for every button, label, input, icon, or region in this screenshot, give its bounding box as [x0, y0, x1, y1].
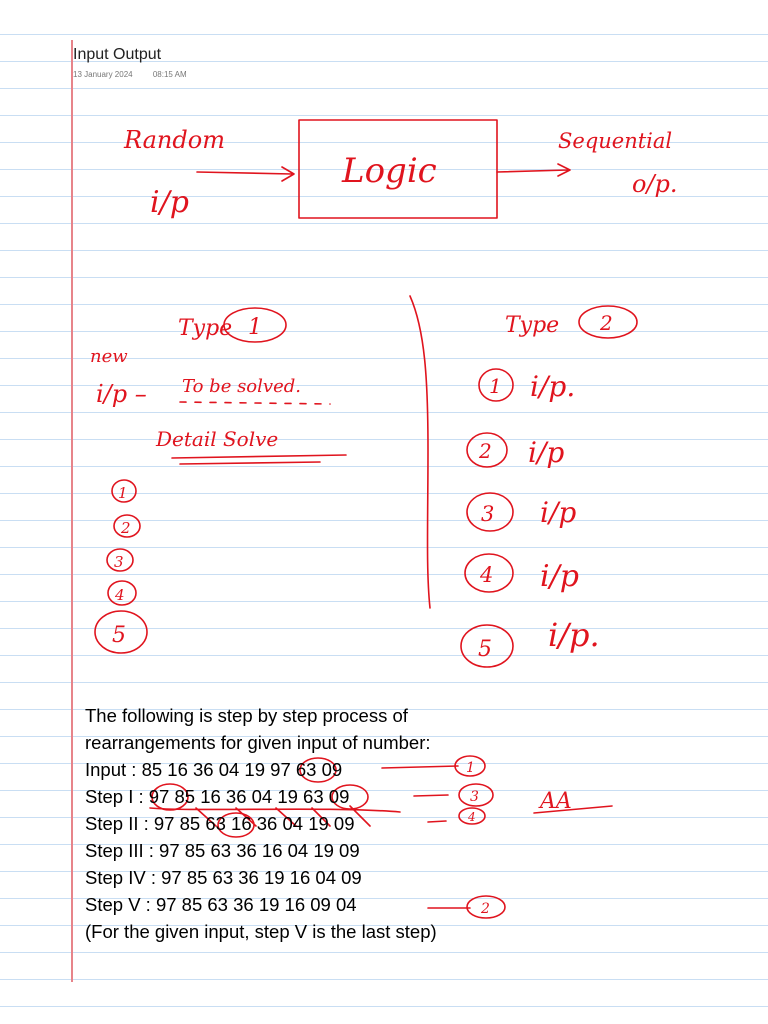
ink-n1: 1 [118, 484, 128, 502]
detail-underline [172, 455, 346, 464]
ink-r2: 2 [479, 439, 492, 463]
ink-logic: Logic [342, 151, 437, 191]
ink-mark3: 3 [470, 789, 479, 805]
page-title: Input Output [73, 46, 162, 63]
text-line-step1: Step I : 97 85 16 36 04 19 63 09 [85, 786, 350, 807]
page-time: 08:15 AM [152, 70, 187, 79]
ink-r5: 5 [478, 637, 492, 662]
text-line: The following is step by step process of [85, 705, 408, 726]
text-line-input: Input : 85 16 36 04 19 97 63 09 [85, 759, 343, 780]
ink-n5: 5 [112, 623, 126, 648]
ink-ip4: i/p [540, 559, 579, 594]
ink-mark1: 1 [466, 760, 475, 776]
ink-new: new [90, 346, 128, 367]
ink-n3: 3 [114, 553, 124, 571]
ink-ip2: i/p [528, 436, 565, 469]
ink-to-be-solved: To be solved. [182, 376, 301, 397]
text-line-note: (For the given input, step V is the last step) [85, 921, 437, 942]
ink-ip-dash: i/p – [96, 380, 147, 408]
column-divider [410, 296, 430, 608]
ink-type2: Type [505, 313, 560, 338]
ink-random: Random [124, 126, 225, 154]
ink-ip5: i/p. [548, 616, 600, 654]
ink-mark2: 2 [481, 901, 490, 917]
typed-text-block [85, 702, 437, 945]
ink-r4: 4 [480, 563, 494, 587]
ink-aa: AA [540, 789, 572, 814]
text-line: rearrangements for given input of number: [85, 732, 431, 753]
ink-detail-solve: Detail Solve [156, 427, 279, 451]
ink-sequential: Sequential [558, 129, 673, 153]
ink-op: o/p. [632, 170, 678, 198]
ink-ip3: i/p [540, 496, 577, 529]
text-line-step3: Step III : 97 85 63 36 16 04 19 09 [85, 840, 360, 861]
text-line-step2: Step II : 97 85 63 16 36 04 19 09 [85, 813, 355, 834]
ink-r3: 3 [481, 502, 495, 526]
ink-type1: Type [178, 316, 233, 341]
text-line-step5: Step V : 97 85 63 36 19 16 09 04 [85, 894, 357, 915]
arrow-output [497, 164, 570, 176]
ink-mark4: 4 [468, 810, 476, 824]
arrow-input [197, 167, 294, 181]
ink-n4: 4 [115, 586, 125, 604]
page-date: 13 January 2024 [73, 70, 133, 79]
text-line-step4: Step IV : 97 85 63 36 19 16 04 09 [85, 867, 362, 888]
ink-n2: 2 [121, 519, 131, 537]
ink-ip: i/p [150, 185, 189, 220]
ink-r1: 1 [489, 374, 502, 398]
ink-type2-num: 2 [600, 311, 613, 335]
ink-ip1: i/p. [530, 370, 576, 403]
ink-type1-num: 1 [248, 315, 262, 340]
dashed-underline [180, 402, 330, 404]
